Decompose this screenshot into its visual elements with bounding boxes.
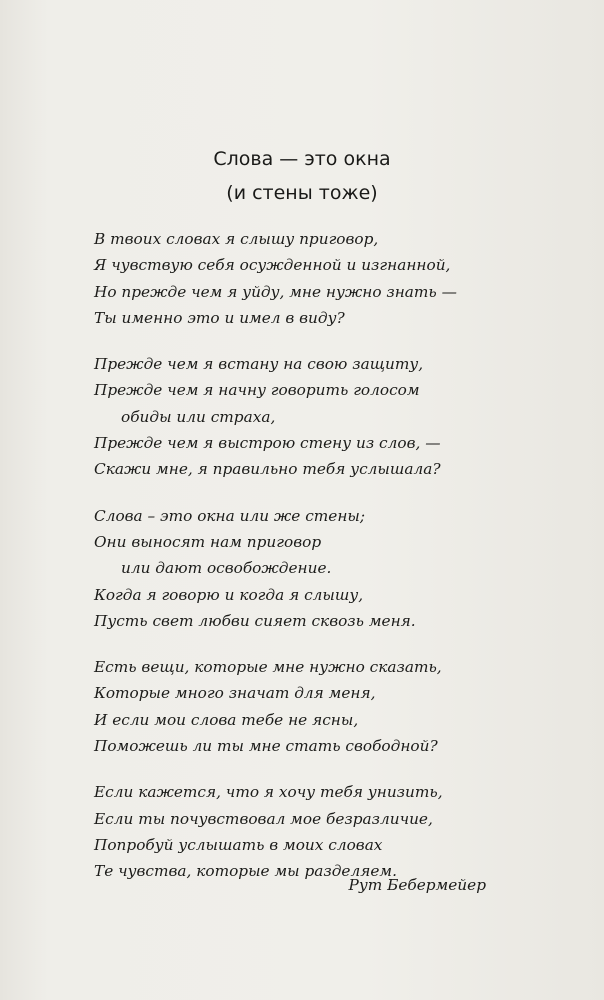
poem-line: Ты именно это и имел в виду? <box>94 308 345 327</box>
poem-line: Если кажется, что я хочу тебя унизить, <box>94 783 443 802</box>
poem-line: Которые много значат для меня, <box>94 684 376 703</box>
poem-author: Рут Бебермейер <box>348 876 486 894</box>
stanza-4 <box>94 654 584 759</box>
poem-title-line-1: Слова — это окна <box>213 148 391 170</box>
poem-title <box>0 142 604 210</box>
poem-line: И если мои слова тебе не ясны, <box>94 710 359 729</box>
stanza-2 <box>94 351 584 482</box>
stanza-3 <box>94 503 584 634</box>
stanza-5 <box>94 779 584 884</box>
poem-line: Если ты почувствовал мое безразличие, <box>94 809 433 828</box>
poem-line: Поможешь ли ты мне стать свободной? <box>94 737 438 756</box>
poem-line: Прежде чем я выстрою стену из слов, — <box>94 434 441 453</box>
poem-body <box>94 226 584 905</box>
poem-line: В твоих словах я слышу приговор, <box>94 230 379 248</box>
poem-line: Прежде чем я начну говорить голосом <box>94 381 420 400</box>
poem-line: Прежде чем я встану на свою защиту, <box>94 355 424 374</box>
poem-line: или дают освобождение. <box>121 559 332 578</box>
poem-line: Есть вещи, которые мне нужно сказать, <box>94 658 442 677</box>
poem-title-line-2: (и стены тоже) <box>226 182 378 204</box>
poem-line: Пусть свет любви сияет сквозь меня. <box>94 611 416 630</box>
poem-line: обиды или страха, <box>121 407 276 426</box>
stanza-1 <box>94 226 584 331</box>
poem-line: Те чувства, которые мы разделяем. <box>94 862 397 881</box>
poem-line: Я чувствую себя осужденной и изгнанной, <box>94 256 451 275</box>
poem-line: Но прежде чем я уйду, мне нужно знать — <box>94 282 457 301</box>
poem-line: Скажи мне, я правильно тебя услышала? <box>94 460 441 479</box>
poem-line: Они выносят нам приговор <box>94 532 322 551</box>
poem-line: Попробуй услышать в моих словах <box>94 835 383 854</box>
poem-line: Слова – это окна или же стены; <box>94 506 366 525</box>
poem-line: Когда я говорю и когда я слышу, <box>94 585 364 604</box>
